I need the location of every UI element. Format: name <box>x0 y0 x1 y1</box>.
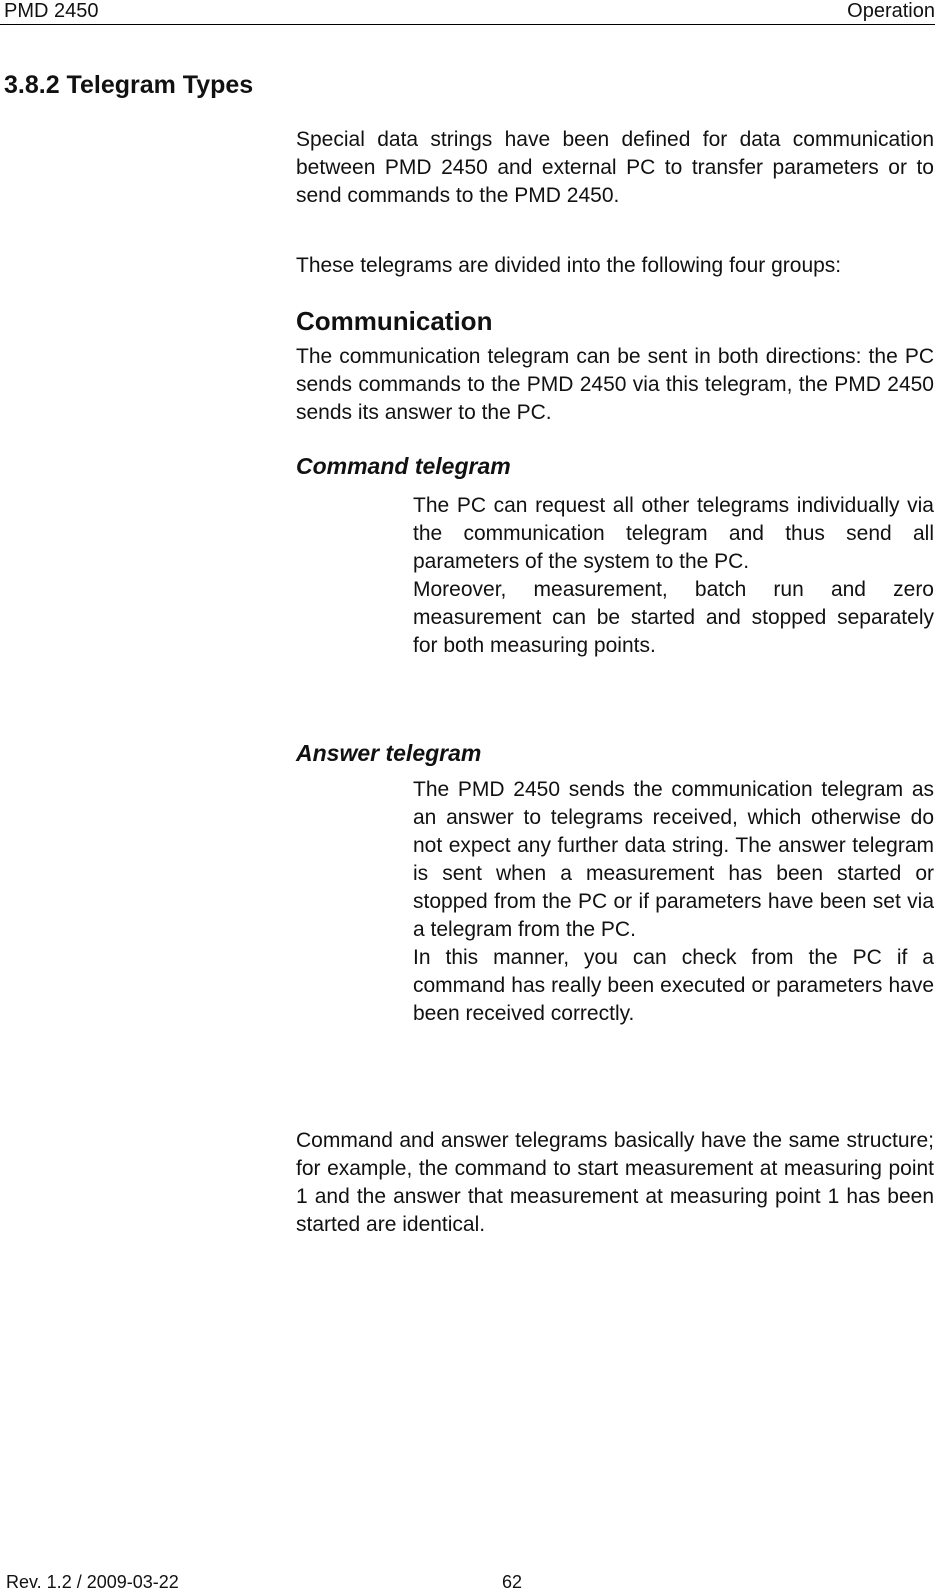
header-chapter-title: Operation <box>847 0 935 22</box>
command-telegram-text-1: The PC can request all other telegrams individually via the communication telegram and thus send all parameters of the system to the PC. <box>413 494 934 573</box>
command-telegram-text-2: Moreover, measurement, batch run and zero measurement can be started and stopped separately for both measuring points. <box>413 578 934 657</box>
answer-telegram-text-1: The PMD 2450 sends the communication telegram as an answer to telegrams received, which otherwise do not expect any further data string. The answer telegram is sent when a measurement has been started or stopped from the PC or if parameters have been set via a telegram from the PC. <box>413 778 934 941</box>
groups-paragraph <box>296 252 934 280</box>
answer-telegram-body <box>413 776 934 1028</box>
communication-text: The communication telegram can be sent in both directions: the PC sends commands to the PMD 2450 via this telegram, the PMD 2450 sends its answer to the PC. <box>296 345 934 424</box>
header-divider <box>0 24 935 25</box>
communication-heading: Communication <box>296 306 493 336</box>
closing-text: Command and answer telegrams basically have the same structure; for example, the command to start measurement at measuring point 1 and the answer that measurement at measuring point 1 has been started are identical. <box>296 1129 934 1236</box>
header-document-title: PMD 2450 <box>4 0 99 22</box>
footer-revision: Rev. 1.2 / 2009-03-22 <box>6 1572 179 1592</box>
communication-paragraph <box>296 343 934 427</box>
section-title: 3.8.2 Telegram Types <box>4 71 254 99</box>
groups-text: These telegrams are divided into the following four groups: <box>296 254 842 277</box>
answer-telegram-heading: Answer telegram <box>296 740 482 766</box>
command-telegram-heading: Command telegram <box>296 453 511 479</box>
intro-text: Special data strings have been defined for data communication between PMD 2450 and external PC to transfer parameters or to send commands to the PMD 2450. <box>296 128 934 207</box>
footer-page-number: 62 <box>502 1572 523 1592</box>
answer-telegram-text-2: In this manner, you can check from the PC if a command has really been executed or parameters have been received correctly. <box>413 946 934 1025</box>
intro-paragraph <box>296 126 934 210</box>
command-telegram-body <box>413 492 934 660</box>
closing-paragraph <box>296 1127 934 1239</box>
